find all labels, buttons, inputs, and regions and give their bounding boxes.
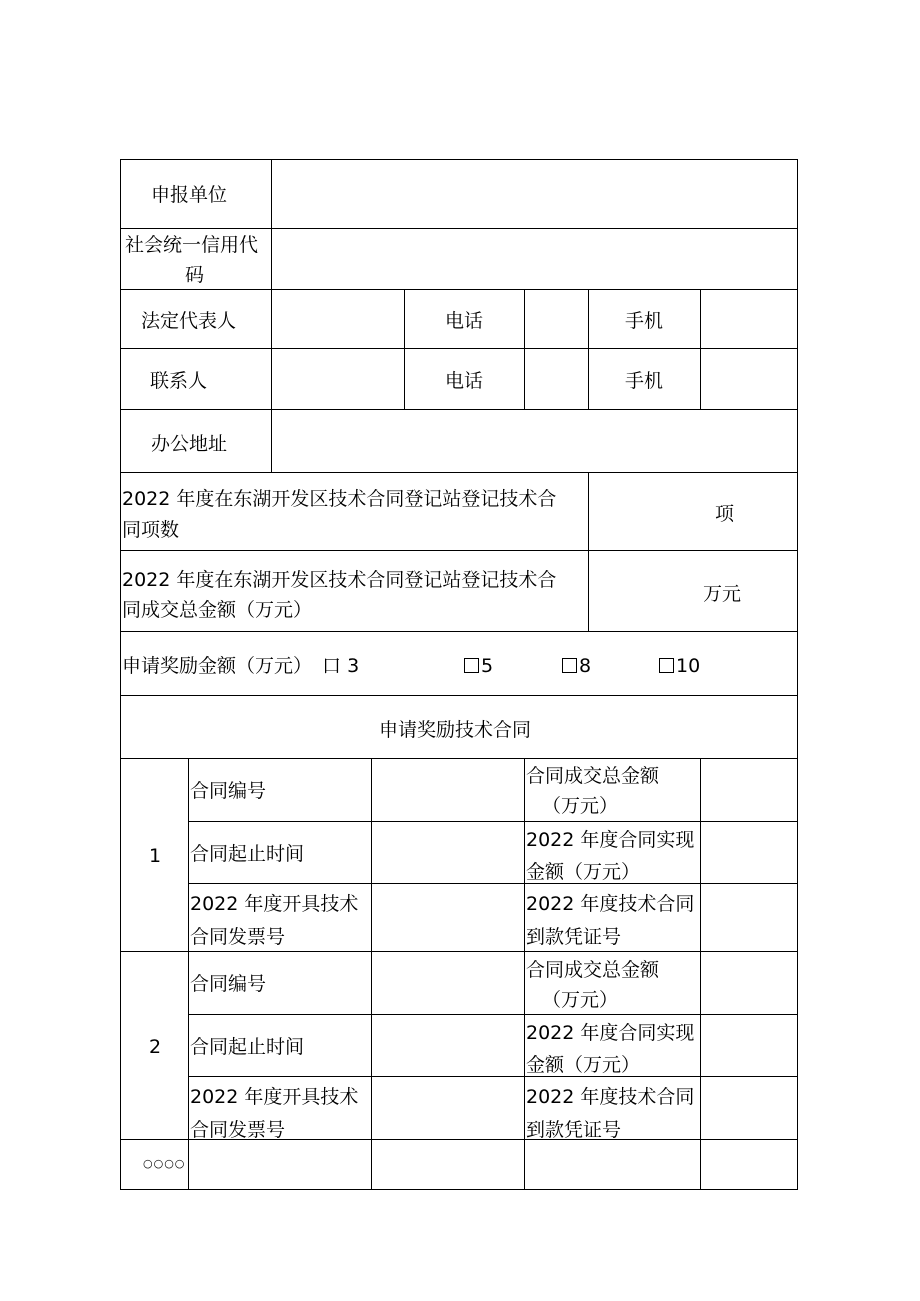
legal-rep-mobile-value-cell[interactable] [700,289,798,349]
invoice-value-cell[interactable] [371,1076,525,1140]
contract-index-cell [120,758,189,952]
period-value-cell[interactable] [371,821,525,884]
reward-amount-row [120,631,798,696]
reward-amount-label: 申请奖励金额（万元） [122,655,313,677]
contract-amount-label-cell [120,550,589,632]
applicant-unit-value-cell[interactable] [271,159,798,229]
contact-mobile-value-cell[interactable] [700,348,798,410]
period-value-cell[interactable] [371,1014,525,1077]
period-label: 合同起止时间 [190,1036,305,1058]
contact-phone-label-cell [404,348,525,410]
contact-label-cell [120,348,272,410]
contact-phone-label: 电话 [445,370,484,392]
contract-amount-label-line2: 同成交总金额（万元） [122,599,313,621]
legal-rep-label-cell [120,289,272,349]
total-amount-label-cell [524,758,701,822]
applicant-unit-label-cell [120,159,272,229]
realized-value-cell[interactable] [700,821,798,884]
total-amount-label-line1: 合同成交总金额 [526,959,660,981]
credit-code-label-line2: 码 [185,264,205,286]
reward-option-10[interactable] [659,651,700,681]
receipt-value-cell[interactable] [700,883,798,952]
contract-no-label: 合同编号 [190,973,267,995]
contract-count-unit: 项 [715,503,735,525]
receipt-label-cell [524,1076,701,1140]
reward-option-3[interactable] [322,651,359,681]
contracts-section-title: 申请奖励技术合同 [379,719,532,741]
ellipsis-index-cell [120,1139,189,1190]
contact-name-cell[interactable] [271,348,405,410]
ellipsis-cell[interactable] [700,1139,798,1190]
contract-no-label-cell [188,951,372,1015]
contract-no-value-cell[interactable] [371,758,525,822]
contract-no-label: 合同编号 [190,780,267,802]
contact-mobile-label-cell [588,348,701,410]
legal-rep-mobile-label: 手机 [625,310,664,332]
reward-option-5-label: 5 [481,655,494,677]
contract-count-label-cell [120,472,589,551]
contract-count-label-line2: 同项数 [122,519,180,541]
reward-option-8-label: 8 [579,655,592,677]
total-amount-label-cell [524,951,701,1015]
total-amount-label-line2: （万元） [542,989,619,1011]
period-label: 合同起止时间 [190,843,305,865]
contract-index: 1 [149,845,162,867]
contracts-section-title-cell [120,695,798,759]
checkbox-icon[interactable] [562,658,577,673]
invoice-label-line1: 2022 年度开具技术 [190,1086,359,1108]
total-amount-label-line1: 合同成交总金额 [526,765,660,787]
checkbox-icon[interactable] [464,658,479,673]
reward-option-3-box: 口 [322,655,342,677]
receipt-label-cell [524,883,701,952]
realized-label-cell [524,1014,701,1077]
receipt-label-line1: 2022 年度技术合同 [526,1086,695,1108]
invoice-label-line2: 合同发票号 [190,1119,286,1140]
receipt-label-line1: 2022 年度技术合同 [526,893,695,915]
contract-count-value-cell[interactable] [588,472,798,551]
ellipsis-cell[interactable] [524,1139,701,1190]
contract-no-value-cell[interactable] [371,951,525,1015]
credit-code-label-cell [120,228,272,290]
office-address-value-cell[interactable] [271,409,798,473]
contract-count-label-line1: 2022 年度在东湖开发区技术合同登记站登记技术合 [122,488,557,510]
total-amount-value-cell[interactable] [700,758,798,822]
contract-no-label-cell [188,758,372,822]
reward-option-8[interactable] [562,651,591,681]
receipt-value-cell[interactable] [700,1076,798,1140]
total-amount-value-cell[interactable] [700,951,798,1015]
contract-index-cell [120,951,189,1140]
legal-rep-phone-value-cell[interactable] [524,289,589,349]
reward-option-3-label: 3 [347,655,360,677]
realized-label-line1: 2022 年度合同实现 [526,829,695,851]
receipt-label-line2: 到款凭证号 [526,1119,622,1140]
legal-rep-name-cell[interactable] [271,289,405,349]
credit-code-value-cell[interactable] [271,228,798,290]
checkbox-icon[interactable] [659,658,674,673]
ellipsis-cell[interactable] [188,1139,372,1190]
legal-rep-mobile-label-cell [588,289,701,349]
contract-amount-value-cell[interactable] [588,550,798,632]
reward-option-10-label: 10 [676,655,701,677]
invoice-label-cell [188,1076,372,1140]
legal-rep-phone-label-cell [404,289,525,349]
applicant-unit-label: 申报单位 [151,184,228,206]
legal-rep-label: 法定代表人 [141,310,237,332]
contact-label: 联系人 [150,370,208,392]
invoice-label-line1: 2022 年度开具技术 [190,893,359,915]
ellipsis-cell[interactable] [371,1139,525,1190]
realized-label-line1: 2022 年度合同实现 [526,1022,695,1044]
credit-code-label-line1: 社会统一信用代 [125,234,259,256]
realized-value-cell[interactable] [700,1014,798,1077]
reward-option-5[interactable] [464,651,493,681]
realized-label-line2: 金额（万元） [526,861,641,883]
legal-rep-phone-label: 电话 [445,310,484,332]
ellipsis-marker: ○○○○ [143,1157,186,1170]
contract-amount-unit: 万元 [703,583,742,605]
invoice-label-cell [188,883,372,952]
realized-label-cell [524,821,701,884]
contract-amount-label-line1: 2022 年度在东湖开发区技术合同登记站登记技术合 [122,569,557,591]
contact-mobile-label: 手机 [625,370,664,392]
office-address-label: 办公地址 [151,433,228,455]
contract-index: 2 [149,1036,162,1058]
contact-phone-value-cell[interactable] [524,348,589,410]
invoice-value-cell[interactable] [371,883,525,952]
invoice-label-line2: 合同发票号 [190,926,286,948]
receipt-label-line2: 到款凭证号 [526,926,622,948]
realized-label-line2: 金额（万元） [526,1054,641,1076]
period-label-cell [188,1014,372,1077]
office-address-label-cell [120,409,272,473]
total-amount-label-line2: （万元） [542,795,619,817]
period-label-cell [188,821,372,884]
